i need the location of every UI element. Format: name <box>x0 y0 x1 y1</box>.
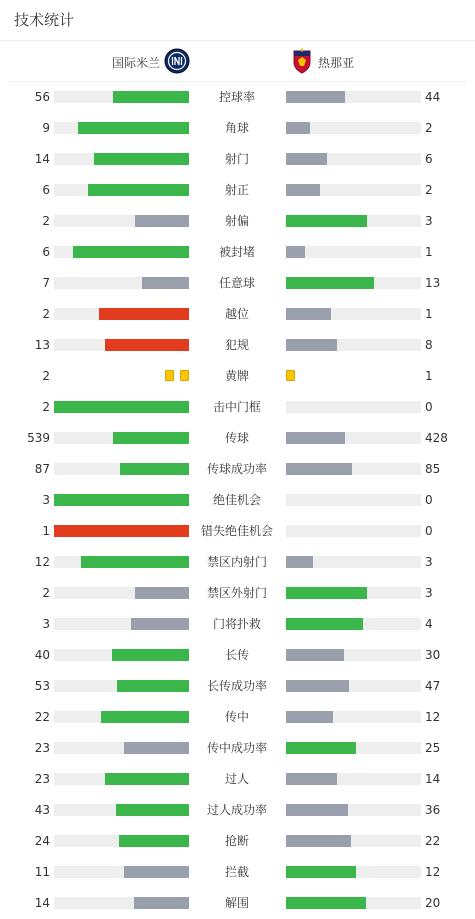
away-value: 6 <box>425 152 433 166</box>
away-value: 0 <box>425 493 433 507</box>
away-bar-track <box>286 246 421 258</box>
stat-label: 黄牌 <box>224 369 249 383</box>
home-bar-fill <box>78 122 189 134</box>
stat-row <box>0 490 475 510</box>
home-bar-fill <box>116 804 189 816</box>
home-value: 14 <box>34 152 50 166</box>
away-value: 22 <box>425 834 441 848</box>
home-bar-track <box>54 215 189 227</box>
stat-row <box>0 397 475 417</box>
away-bar-track <box>286 556 421 568</box>
away-value: 30 <box>425 648 441 662</box>
home-bar-fill <box>142 277 189 289</box>
stat-label: 传中成功率 <box>206 741 267 755</box>
away-value: 44 <box>425 90 441 104</box>
home-value: 9 <box>42 121 50 135</box>
away-value: 3 <box>425 214 433 228</box>
away-bar-track <box>286 866 421 878</box>
home-value: 2 <box>42 586 50 600</box>
away-bar-fill <box>286 91 345 103</box>
stat-label: 击中门框 <box>212 400 261 414</box>
away-value: 1 <box>425 369 433 383</box>
home-bar-fill <box>54 494 189 506</box>
away-bar-track <box>286 525 421 537</box>
stat-label: 射偏 <box>224 214 249 228</box>
stat-row <box>0 800 475 820</box>
away-value: 36 <box>425 803 441 817</box>
stat-row <box>0 180 475 200</box>
away-value: 2 <box>425 183 433 197</box>
home-bar-track <box>54 525 189 537</box>
home-value: 43 <box>34 803 50 817</box>
home-bar-fill <box>135 587 189 599</box>
home-bar-fill <box>73 246 189 258</box>
away-value: 85 <box>425 462 441 476</box>
away-bar-fill <box>286 804 348 816</box>
away-bar-fill <box>286 773 337 785</box>
stat-label: 解围 <box>224 896 249 910</box>
stat-label: 传中 <box>224 710 249 724</box>
home-bar-fill <box>113 91 189 103</box>
away-bar-fill <box>286 432 345 444</box>
away-bar-fill <box>286 122 310 134</box>
away-bar-track <box>286 711 421 723</box>
stat-label: 传球 <box>224 431 249 445</box>
home-bar-track <box>54 277 189 289</box>
home-bar-track <box>54 91 189 103</box>
away-value: 3 <box>425 586 433 600</box>
stat-label: 门将扑救 <box>212 617 261 631</box>
stat-row <box>0 304 475 324</box>
stat-label: 抢断 <box>224 834 249 848</box>
away-value: 428 <box>425 431 448 445</box>
home-bar-track <box>54 401 189 413</box>
home-value: 3 <box>42 617 50 631</box>
home-bar-track <box>54 804 189 816</box>
away-value: 1 <box>425 307 433 321</box>
away-bar-track <box>286 308 421 320</box>
stat-row <box>0 552 475 572</box>
yellow-card-icon <box>165 370 174 381</box>
away-value: 8 <box>425 338 433 352</box>
stat-row <box>0 118 475 138</box>
stat-row <box>0 149 475 169</box>
stat-label: 控球率 <box>218 90 255 104</box>
home-bar-fill <box>124 742 189 754</box>
away-bar-fill <box>286 742 356 754</box>
stat-row <box>0 645 475 665</box>
home-bar-fill <box>94 153 189 165</box>
home-value: 22 <box>34 710 50 724</box>
home-value: 1 <box>42 524 50 538</box>
stat-label: 角球 <box>224 121 249 135</box>
home-value: 12 <box>34 555 50 569</box>
away-value: 2 <box>425 121 433 135</box>
home-team-name: 国际米兰 <box>111 55 160 70</box>
away-bar-track <box>286 804 421 816</box>
away-bar-track <box>286 339 421 351</box>
stat-label: 被封堵 <box>218 245 255 259</box>
stat-label: 射正 <box>224 183 249 197</box>
away-bar-track <box>286 742 421 754</box>
home-bar-fill <box>113 432 189 444</box>
home-bar-track <box>54 897 189 909</box>
home-bar-fill <box>134 897 189 909</box>
away-bar-track <box>286 897 421 909</box>
stat-label: 任意球 <box>218 276 255 290</box>
stat-row <box>0 583 475 603</box>
away-bar-track <box>286 773 421 785</box>
home-bar-track <box>54 308 189 320</box>
stat-row <box>0 769 475 789</box>
stat-label: 长传 <box>224 648 249 662</box>
home-bar-fill <box>105 773 189 785</box>
away-bar-track <box>286 680 421 692</box>
away-bar-fill <box>286 463 352 475</box>
home-value: 6 <box>42 183 50 197</box>
stat-label: 拦截 <box>224 865 249 879</box>
home-value: 40 <box>34 648 50 662</box>
away-bar-track <box>286 277 421 289</box>
away-bar-track <box>286 153 421 165</box>
away-value: 13 <box>425 276 441 290</box>
yellow-card-icon <box>286 370 295 381</box>
home-bar-track <box>54 742 189 754</box>
away-bar-track <box>286 215 421 227</box>
away-bar-track <box>286 184 421 196</box>
away-bar-track <box>286 587 421 599</box>
home-bar-fill <box>124 866 189 878</box>
home-value: 23 <box>34 741 50 755</box>
away-bar-track <box>286 618 421 630</box>
away-value: 12 <box>425 710 441 724</box>
home-value: 13 <box>34 338 50 352</box>
away-value: 1 <box>425 245 433 259</box>
home-bar-track <box>54 711 189 723</box>
home-bar-fill <box>99 308 189 320</box>
away-bar-fill <box>286 308 331 320</box>
away-value: 3 <box>425 555 433 569</box>
away-bar-fill <box>286 184 320 196</box>
home-bar-fill <box>54 525 189 537</box>
away-bar-fill <box>286 153 327 165</box>
away-value: 0 <box>425 524 433 538</box>
away-bar-fill <box>286 587 367 599</box>
away-team-name: 热那亚 <box>318 55 355 70</box>
stat-row <box>0 614 475 634</box>
stat-label: 犯规 <box>224 338 249 352</box>
away-bar-fill <box>286 215 367 227</box>
stat-row <box>0 707 475 727</box>
home-value: 23 <box>34 772 50 786</box>
home-value: 24 <box>34 834 50 848</box>
away-value: 4 <box>425 617 433 631</box>
home-bar-track <box>54 773 189 785</box>
home-bar-track <box>54 122 189 134</box>
home-bar-fill <box>135 215 189 227</box>
away-value: 14 <box>425 772 441 786</box>
home-bar-fill <box>105 339 189 351</box>
home-bar-track <box>54 494 189 506</box>
away-bar-fill <box>286 649 344 661</box>
away-bar-track <box>286 401 421 413</box>
home-bar-track <box>54 246 189 258</box>
stat-row <box>0 335 475 355</box>
stat-label: 长传成功率 <box>206 679 267 693</box>
yellow-card-icon <box>180 370 189 381</box>
home-bar-fill <box>101 711 189 723</box>
home-bar-track <box>54 153 189 165</box>
away-bar-fill <box>286 618 363 630</box>
home-value: 2 <box>42 214 50 228</box>
stat-label: 禁区外射门 <box>206 586 267 600</box>
stat-row <box>0 87 475 107</box>
away-value: 12 <box>425 865 441 879</box>
home-bar-fill <box>120 463 189 475</box>
stat-row <box>0 242 475 262</box>
home-value: 6 <box>42 245 50 259</box>
home-value: 2 <box>42 400 50 414</box>
home-bar-track <box>54 339 189 351</box>
home-value: 87 <box>34 462 50 476</box>
away-bar-fill <box>286 246 305 258</box>
away-bar-track <box>286 649 421 661</box>
home-bar-track <box>54 680 189 692</box>
home-bar-fill <box>88 184 189 196</box>
away-value: 25 <box>425 741 441 755</box>
away-bar-fill <box>286 897 366 909</box>
home-value: 56 <box>34 90 50 104</box>
home-bar-fill <box>112 649 189 661</box>
home-bar-fill <box>119 835 189 847</box>
away-bar-fill <box>286 711 333 723</box>
stat-label: 射门 <box>224 152 249 166</box>
stat-row <box>0 521 475 541</box>
away-yellow-cards <box>286 370 295 382</box>
home-value: 11 <box>34 865 50 879</box>
home-value: 14 <box>34 896 50 910</box>
home-value: 53 <box>34 679 50 693</box>
home-yellow-cards <box>165 370 189 382</box>
away-bar-track <box>286 835 421 847</box>
away-bar-track <box>286 463 421 475</box>
stat-label: 越位 <box>224 307 249 321</box>
away-bar-fill <box>286 339 337 351</box>
stat-label: 绝佳机会 <box>212 493 261 507</box>
home-value: 2 <box>42 369 50 383</box>
home-bar-track <box>54 649 189 661</box>
stat-row <box>0 893 475 913</box>
away-bar-track <box>286 494 421 506</box>
stat-label: 过人 <box>224 772 249 786</box>
stat-row <box>0 738 475 758</box>
away-bar-fill <box>286 680 349 692</box>
stat-row <box>0 676 475 696</box>
away-value: 0 <box>425 400 433 414</box>
stat-label: 传球成功率 <box>206 462 267 476</box>
away-bar-fill <box>286 556 313 568</box>
home-bar-track <box>54 432 189 444</box>
away-value: 20 <box>425 896 441 910</box>
away-bar-fill <box>286 277 374 289</box>
home-value: 2 <box>42 307 50 321</box>
stat-label: 禁区内射门 <box>206 555 267 569</box>
stat-row <box>0 428 475 448</box>
stat-row <box>0 211 475 231</box>
stat-label: 过人成功率 <box>206 803 267 817</box>
away-bar-fill <box>286 866 356 878</box>
home-bar-track <box>54 618 189 630</box>
stat-row <box>0 459 475 479</box>
home-bar-fill <box>54 401 189 413</box>
stat-row <box>0 831 475 851</box>
stat-row <box>0 273 475 293</box>
home-value: 3 <box>42 493 50 507</box>
home-bar-track <box>54 463 189 475</box>
home-bar-track <box>54 587 189 599</box>
away-bar-track <box>286 432 421 444</box>
stat-row <box>0 366 475 386</box>
home-bar-track <box>54 556 189 568</box>
home-bar-fill <box>117 680 189 692</box>
home-value: 539 <box>27 431 50 445</box>
stat-label: 错失绝佳机会 <box>200 524 273 538</box>
away-bar-fill <box>286 835 351 847</box>
away-bar-track <box>286 122 421 134</box>
home-bar-track <box>54 866 189 878</box>
away-value: 47 <box>425 679 441 693</box>
section-title: 技术统计 <box>14 11 75 29</box>
home-value: 7 <box>42 276 50 290</box>
home-bar-track <box>54 184 189 196</box>
home-bar-track <box>54 835 189 847</box>
stat-row <box>0 862 475 882</box>
home-bar-fill <box>131 618 189 630</box>
away-bar-track <box>286 91 421 103</box>
home-bar-fill <box>81 556 189 568</box>
